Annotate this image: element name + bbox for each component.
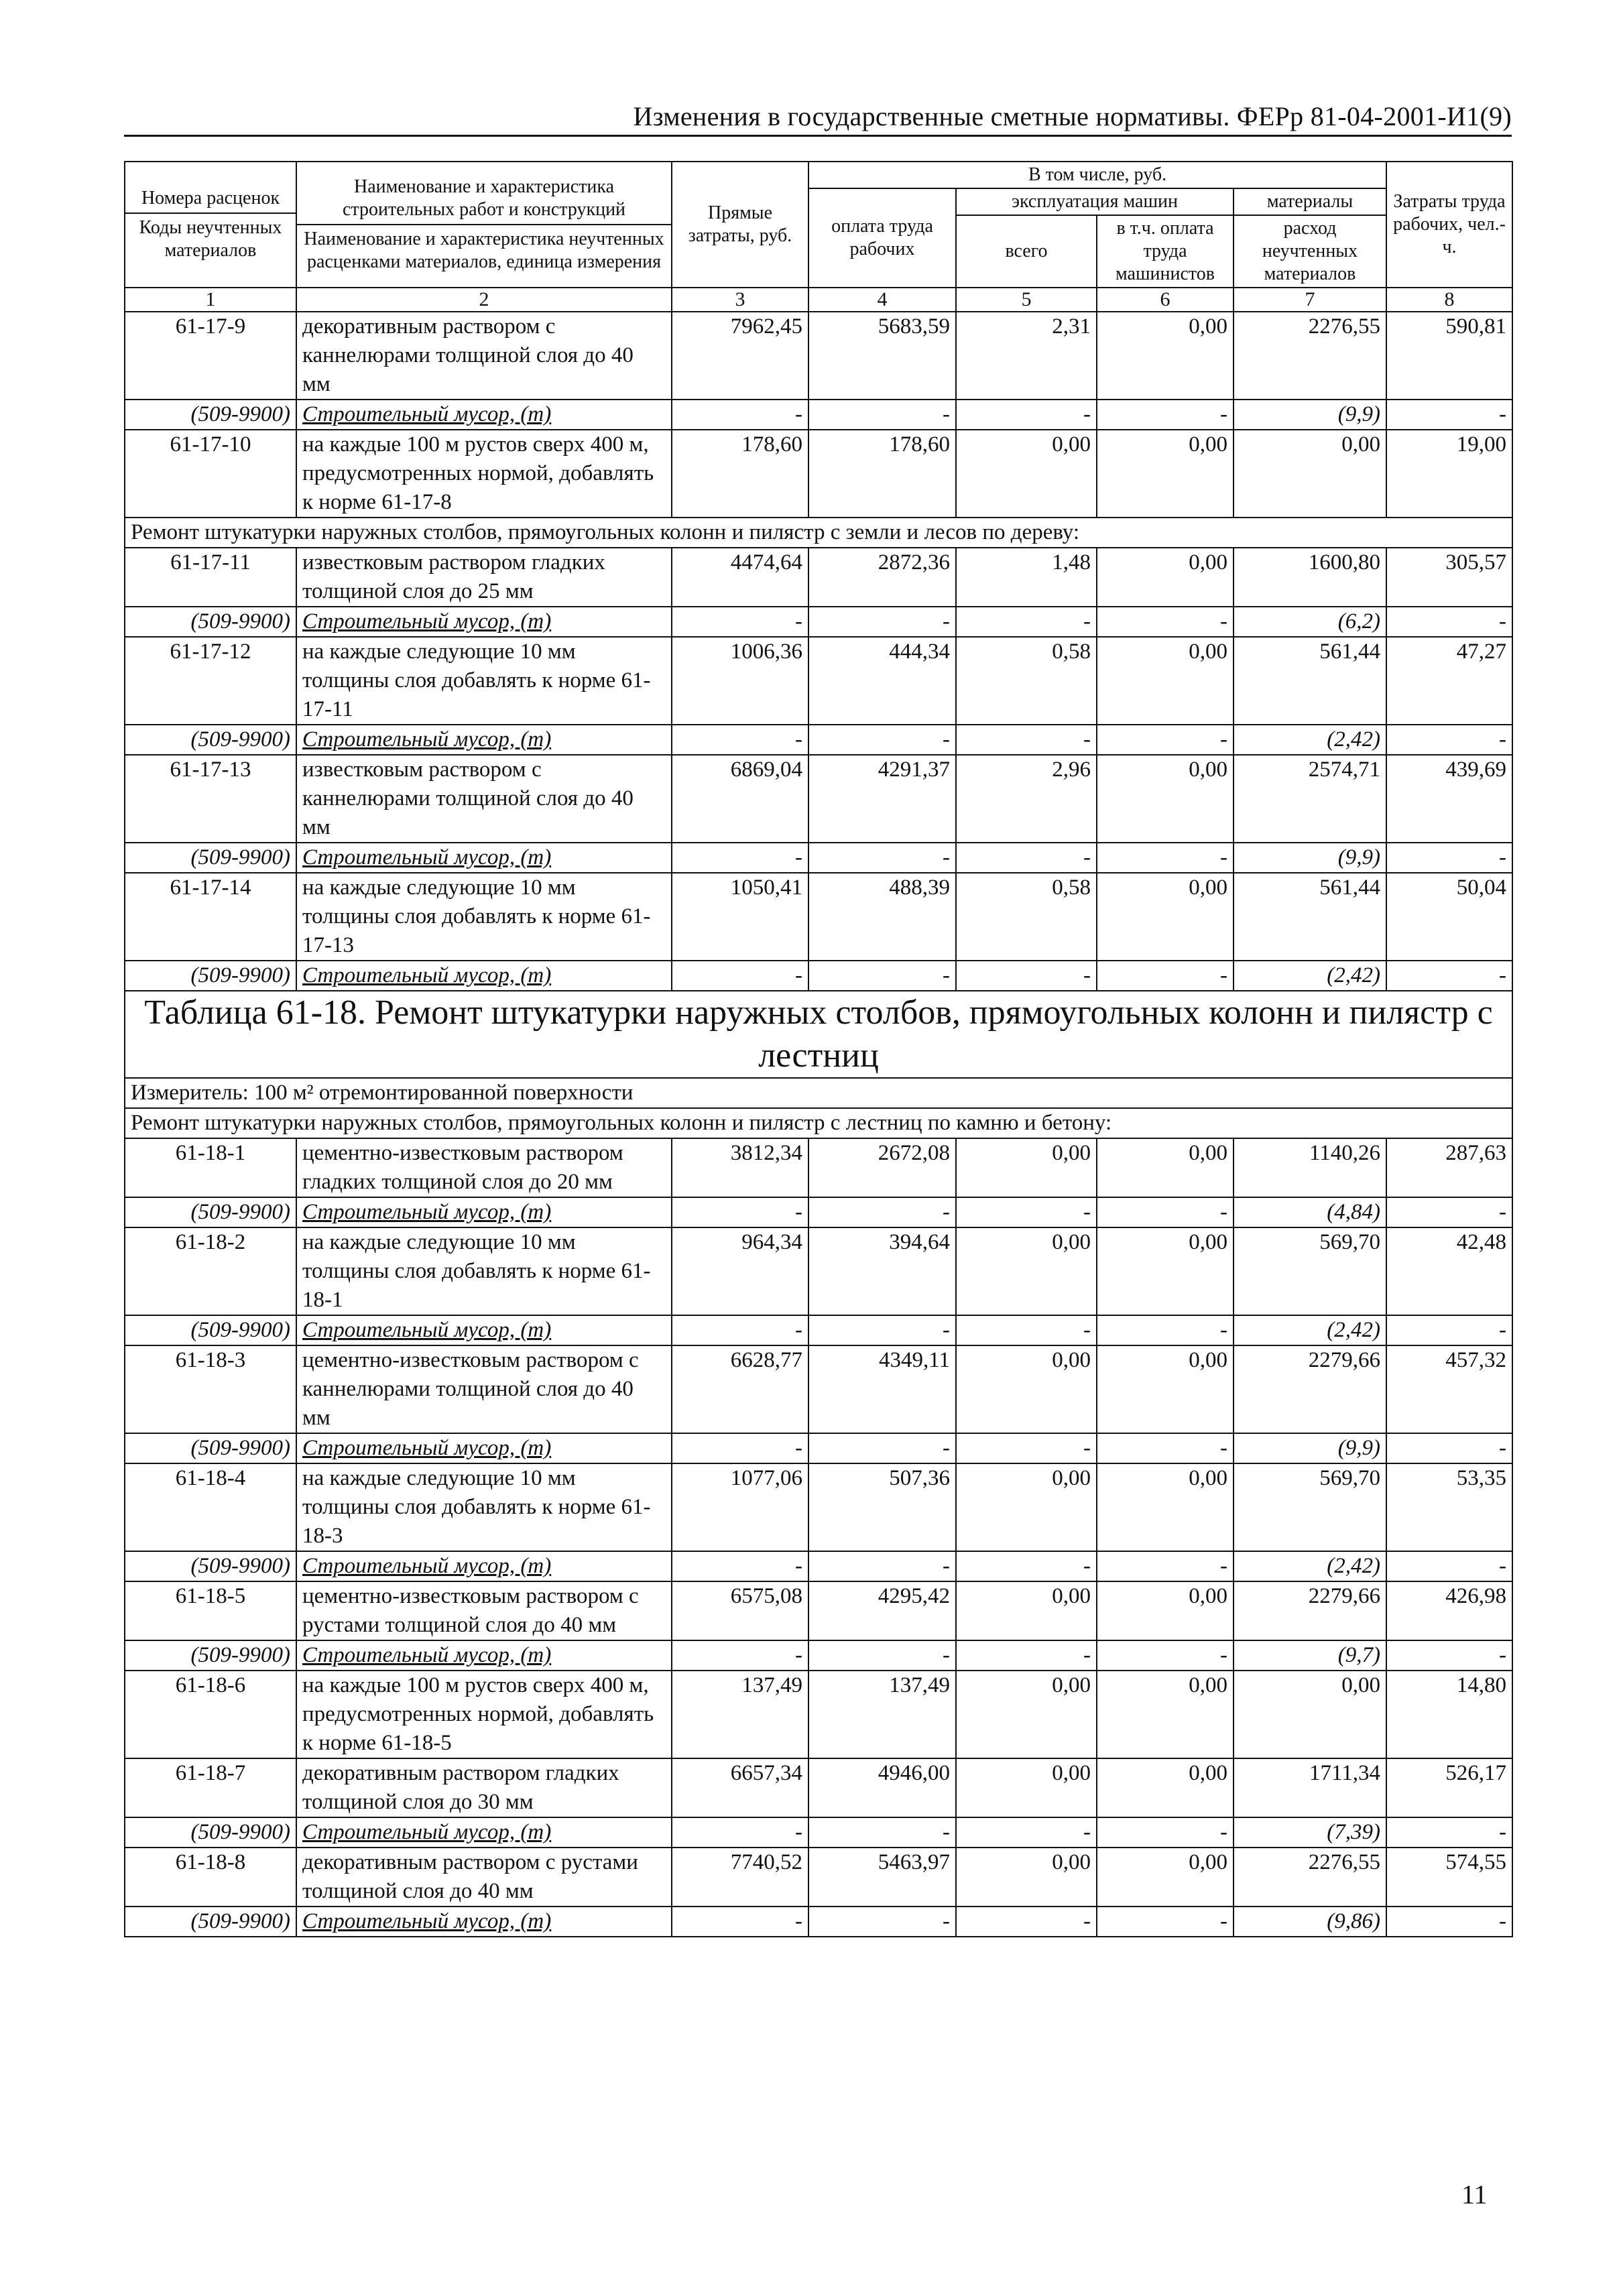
dash-cell: - xyxy=(1386,1315,1512,1345)
labor-hours: 305,57 xyxy=(1386,548,1512,607)
machines-labor-pay: 0,00 xyxy=(1097,548,1234,607)
block-2 xyxy=(125,548,1512,991)
table-row xyxy=(125,637,1512,725)
dash-cell: - xyxy=(956,1433,1097,1463)
dash-cell: - xyxy=(1097,1197,1234,1227)
machines-total: 0,00 xyxy=(956,1138,1097,1197)
dash-cell: - xyxy=(808,1640,956,1671)
material-row xyxy=(125,1315,1512,1345)
col-number: 7 xyxy=(1234,288,1386,312)
labor-hours: 14,80 xyxy=(1386,1671,1512,1758)
material-qty: (9,86) xyxy=(1234,1907,1386,1937)
materials-cost: 561,44 xyxy=(1234,637,1386,725)
table-row xyxy=(125,430,1512,518)
dash-cell: - xyxy=(956,843,1097,873)
table-row xyxy=(125,312,1512,400)
direct-cost: 6628,77 xyxy=(672,1345,808,1433)
rate-code: 61-18-1 xyxy=(125,1138,296,1197)
dash-cell: - xyxy=(1097,725,1234,755)
dash-cell: - xyxy=(1386,400,1512,430)
labor-hours: 19,00 xyxy=(1386,430,1512,518)
work-name: на каждые следующие 10 мм толщины слоя добавлять к норме 61-17-11 xyxy=(296,637,672,725)
material-name: Строительный мусор, (т) xyxy=(296,1197,672,1227)
material-row xyxy=(125,843,1512,873)
table-row xyxy=(125,1138,1512,1197)
rate-code: 61-17-10 xyxy=(125,430,296,518)
materials-cost: 569,70 xyxy=(1234,1227,1386,1315)
materials-cost: 2279,66 xyxy=(1234,1345,1386,1433)
table-row xyxy=(125,1671,1512,1758)
dash-cell: - xyxy=(808,1551,956,1581)
col-number: 2 xyxy=(296,288,672,312)
dash-cell: - xyxy=(672,725,808,755)
dash-cell: - xyxy=(956,400,1097,430)
labor-hours: 47,27 xyxy=(1386,637,1512,725)
materials-cost: 2276,55 xyxy=(1234,1848,1386,1907)
dash-cell: - xyxy=(672,1433,808,1463)
rate-code: 61-17-9 xyxy=(125,312,296,400)
labor-hours: 287,63 xyxy=(1386,1138,1512,1197)
machines-labor-pay: 0,00 xyxy=(1097,873,1234,961)
material-name: Строительный мусор, (т) xyxy=(296,1907,672,1937)
machines-total: 0,00 xyxy=(956,1758,1097,1817)
machines-labor-pay: 0,00 xyxy=(1097,312,1234,400)
dash-cell: - xyxy=(1386,725,1512,755)
dash-cell: - xyxy=(1097,607,1234,637)
table-row xyxy=(125,1463,1512,1551)
col-labor-header: Затраты труда рабочих, чел.-ч. xyxy=(1386,162,1512,288)
table-title: Таблица 61-18. Ремонт штукатурки наружных столбов, прямоугольных колонн и пилястр с лестниц xyxy=(125,991,1512,1078)
dash-cell: - xyxy=(1097,1640,1234,1671)
direct-cost: 178,60 xyxy=(672,430,808,518)
col-number: 3 xyxy=(672,288,808,312)
material-name: Строительный мусор, (т) xyxy=(296,1551,672,1581)
direct-cost: 4474,64 xyxy=(672,548,808,607)
dash-cell: - xyxy=(672,1197,808,1227)
materials-cost: 2276,55 xyxy=(1234,312,1386,400)
material-qty: (2,42) xyxy=(1234,961,1386,991)
materials-cost: 1711,34 xyxy=(1234,1758,1386,1817)
direct-cost: 6869,04 xyxy=(672,755,808,843)
dash-cell: - xyxy=(808,1817,956,1848)
table-row xyxy=(125,1345,1512,1433)
col-machines-total-header: всего xyxy=(956,215,1097,288)
material-code: (509-9900) xyxy=(125,1907,296,1937)
block-3 xyxy=(125,1138,1512,1937)
material-name: Строительный мусор, (т) xyxy=(296,1433,672,1463)
machines-total: 0,00 xyxy=(956,1345,1097,1433)
dash-cell: - xyxy=(956,961,1097,991)
dash-cell: - xyxy=(1097,843,1234,873)
labor-hours: 574,55 xyxy=(1386,1848,1512,1907)
dash-cell: - xyxy=(1386,1640,1512,1671)
col-materials-header: материалы xyxy=(1234,188,1386,215)
material-name: Строительный мусор, (т) xyxy=(296,843,672,873)
labor-pay: 488,39 xyxy=(808,873,956,961)
machines-labor-pay: 0,00 xyxy=(1097,1345,1234,1433)
work-name: декоративным раствором с рустами толщиной слоя до 40 мм xyxy=(296,1848,672,1907)
material-code: (509-9900) xyxy=(125,1315,296,1345)
dash-cell: - xyxy=(672,961,808,991)
direct-cost: 1006,36 xyxy=(672,637,808,725)
direct-cost: 7962,45 xyxy=(672,312,808,400)
dash-cell: - xyxy=(808,1315,956,1345)
dash-cell: - xyxy=(672,1315,808,1345)
direct-cost: 1050,41 xyxy=(672,873,808,961)
rate-code: 61-18-3 xyxy=(125,1345,296,1433)
material-code: (509-9900) xyxy=(125,843,296,873)
materials-cost: 569,70 xyxy=(1234,1463,1386,1551)
dash-cell: - xyxy=(672,1817,808,1848)
dash-cell: - xyxy=(956,725,1097,755)
col-number: 4 xyxy=(808,288,956,312)
table-row xyxy=(125,1227,1512,1315)
machines-labor-pay: 0,00 xyxy=(1097,755,1234,843)
labor-pay: 444,34 xyxy=(808,637,956,725)
machines-total: 0,00 xyxy=(956,1848,1097,1907)
col-number: 8 xyxy=(1386,288,1512,312)
col-materials-sub-header: расход неучтенных материалов xyxy=(1234,215,1386,288)
material-row xyxy=(125,1640,1512,1671)
dash-cell: - xyxy=(1386,1197,1512,1227)
dash-cell: - xyxy=(808,1433,956,1463)
machines-labor-pay: 0,00 xyxy=(1097,1227,1234,1315)
material-code: (509-9900) xyxy=(125,1197,296,1227)
materials-cost: 2279,66 xyxy=(1234,1581,1386,1640)
material-name: Строительный мусор, (т) xyxy=(296,1817,672,1848)
labor-pay: 4295,42 xyxy=(808,1581,956,1640)
dash-cell: - xyxy=(672,1551,808,1581)
dash-cell: - xyxy=(808,1907,956,1937)
dash-cell: - xyxy=(1386,1433,1512,1463)
material-row xyxy=(125,1551,1512,1581)
table-row xyxy=(125,1581,1512,1640)
materials-cost: 1600,80 xyxy=(1234,548,1386,607)
rate-code: 61-17-12 xyxy=(125,637,296,725)
rate-code: 61-18-5 xyxy=(125,1581,296,1640)
machines-total: 0,00 xyxy=(956,1227,1097,1315)
table-head xyxy=(125,162,1512,312)
page-header: Изменения в государственные сметные нормативы. ФЕРр 81-04-2001-И1(9) xyxy=(124,101,1512,137)
dash-cell: - xyxy=(1386,1817,1512,1848)
dash-cell: - xyxy=(808,961,956,991)
material-row xyxy=(125,1817,1512,1848)
machines-total: 2,31 xyxy=(956,312,1097,400)
direct-cost: 6575,08 xyxy=(672,1581,808,1640)
section-title: Ремонт штукатурки наружных столбов, прямоугольных колонн и пилястр с земли и лесов по дереву: xyxy=(125,518,1512,548)
labor-pay: 4291,37 xyxy=(808,755,956,843)
machines-labor-pay: 0,00 xyxy=(1097,1848,1234,1907)
machines-total: 2,96 xyxy=(956,755,1097,843)
material-qty: (2,42) xyxy=(1234,1551,1386,1581)
dash-cell: - xyxy=(808,607,956,637)
col-direct-header: Прямые затраты, руб. xyxy=(672,162,808,288)
dash-cell: - xyxy=(956,1640,1097,1671)
dash-cell: - xyxy=(956,1197,1097,1227)
material-qty: (9,9) xyxy=(1234,1433,1386,1463)
labor-pay: 4349,11 xyxy=(808,1345,956,1433)
machines-labor-pay: 0,00 xyxy=(1097,1671,1234,1758)
material-name: Строительный мусор, (т) xyxy=(296,607,672,637)
material-code: (509-9900) xyxy=(125,1640,296,1671)
labor-hours: 457,32 xyxy=(1386,1345,1512,1433)
machines-total: 0,00 xyxy=(956,1581,1097,1640)
dash-cell: - xyxy=(672,607,808,637)
material-row xyxy=(125,725,1512,755)
machines-labor-pay: 0,00 xyxy=(1097,1758,1234,1817)
machines-labor-pay: 0,00 xyxy=(1097,1138,1234,1197)
work-name: цементно-известковым раствором с каннелюрами толщиной слоя до 40 мм xyxy=(296,1345,672,1433)
dash-cell: - xyxy=(808,725,956,755)
materials-cost: 0,00 xyxy=(1234,430,1386,518)
col-number: 1 xyxy=(125,288,296,312)
dash-cell: - xyxy=(1386,1551,1512,1581)
column-numbers-row xyxy=(125,288,1512,312)
material-code: (509-9900) xyxy=(125,607,296,637)
material-code: (509-9900) xyxy=(125,725,296,755)
labor-pay: 5683,59 xyxy=(808,312,956,400)
material-name: Строительный мусор, (т) xyxy=(296,725,672,755)
dash-cell: - xyxy=(1097,1315,1234,1345)
material-qty: (7,39) xyxy=(1234,1817,1386,1848)
machines-total: 0,00 xyxy=(956,1463,1097,1551)
material-qty: (9,9) xyxy=(1234,400,1386,430)
material-row xyxy=(125,961,1512,991)
material-name: Строительный мусор, (т) xyxy=(296,1640,672,1671)
col-number: 5 xyxy=(956,288,1097,312)
col-machines-incl-header: в т.ч. оплата труда машинистов xyxy=(1097,215,1234,288)
col-labor-pay-header: оплата труда рабочих xyxy=(808,188,956,288)
table-row xyxy=(125,1848,1512,1907)
dash-cell: - xyxy=(672,1907,808,1937)
dash-cell: - xyxy=(1097,400,1234,430)
machines-total: 1,48 xyxy=(956,548,1097,607)
labor-hours: 50,04 xyxy=(1386,873,1512,961)
materials-cost: 561,44 xyxy=(1234,873,1386,961)
material-name: Строительный мусор, (т) xyxy=(296,961,672,991)
material-qty: (4,84) xyxy=(1234,1197,1386,1227)
labor-hours: 42,48 xyxy=(1386,1227,1512,1315)
rates-table xyxy=(124,161,1513,1937)
dash-cell: - xyxy=(1097,1433,1234,1463)
material-row xyxy=(125,607,1512,637)
labor-pay: 178,60 xyxy=(808,430,956,518)
page-number: 11 xyxy=(1461,2179,1488,2210)
material-code: (509-9900) xyxy=(125,1817,296,1848)
direct-cost: 137,49 xyxy=(672,1671,808,1758)
work-name: декоративным раствором гладких толщиной слоя до 30 мм xyxy=(296,1758,672,1817)
rate-code: 61-17-11 xyxy=(125,548,296,607)
machines-total: 0,58 xyxy=(956,637,1097,725)
material-qty: (9,9) xyxy=(1234,843,1386,873)
dash-cell: - xyxy=(956,1551,1097,1581)
dash-cell: - xyxy=(1386,607,1512,637)
dash-cell: - xyxy=(956,607,1097,637)
dash-cell: - xyxy=(672,843,808,873)
section-title: Ремонт штукатурки наружных столбов, прямоугольных колонн и пилястр с лестниц по камню и бетону: xyxy=(125,1108,1512,1138)
dash-cell: - xyxy=(1097,1817,1234,1848)
dash-cell: - xyxy=(1097,961,1234,991)
labor-pay: 507,36 xyxy=(808,1463,956,1551)
work-name: на каждые следующие 10 мм толщины слоя добавлять к норме 61-18-3 xyxy=(296,1463,672,1551)
labor-hours: 53,35 xyxy=(1386,1463,1512,1551)
meter-text: Измеритель: 100 м² отремонтированной поверхности xyxy=(125,1078,1512,1108)
work-name: декоративным раствором с каннелюрами толщиной слоя до 40 мм xyxy=(296,312,672,400)
rate-code: 61-18-6 xyxy=(125,1671,296,1758)
block-1 xyxy=(125,312,1512,518)
labor-hours: 526,17 xyxy=(1386,1758,1512,1817)
material-row xyxy=(125,1197,1512,1227)
dash-cell: - xyxy=(1386,1907,1512,1937)
machines-total: 0,00 xyxy=(956,430,1097,518)
work-name: на каждые 100 м рустов сверх 400 м, предусмотренных нормой, добавлять к норме 61-18-5 xyxy=(296,1671,672,1758)
labor-pay: 4946,00 xyxy=(808,1758,956,1817)
materials-cost: 1140,26 xyxy=(1234,1138,1386,1197)
direct-cost: 6657,34 xyxy=(672,1758,808,1817)
rate-code: 61-18-7 xyxy=(125,1758,296,1817)
work-name: на каждые 100 м рустов сверх 400 м, предусмотренных нормой, добавлять к норме 61-17-8 xyxy=(296,430,672,518)
material-code: (509-9900) xyxy=(125,400,296,430)
material-name: Строительный мусор, (т) xyxy=(296,400,672,430)
material-row xyxy=(125,1433,1512,1463)
material-code: (509-9900) xyxy=(125,961,296,991)
col-number: 6 xyxy=(1097,288,1234,312)
dash-cell: - xyxy=(808,843,956,873)
dash-cell: - xyxy=(1097,1907,1234,1937)
machines-labor-pay: 0,00 xyxy=(1097,1581,1234,1640)
table-row xyxy=(125,548,1512,607)
dash-cell: - xyxy=(808,400,956,430)
material-row xyxy=(125,400,1512,430)
machines-labor-pay: 0,00 xyxy=(1097,637,1234,725)
dash-cell: - xyxy=(672,400,808,430)
rate-code: 61-17-13 xyxy=(125,755,296,843)
machines-labor-pay: 0,00 xyxy=(1097,1463,1234,1551)
labor-pay: 394,64 xyxy=(808,1227,956,1315)
material-qty: (2,42) xyxy=(1234,725,1386,755)
rate-code: 61-17-14 xyxy=(125,873,296,961)
direct-cost: 3812,34 xyxy=(672,1138,808,1197)
machines-total: 0,00 xyxy=(956,1671,1097,1758)
col-including-header: В том числе, руб. xyxy=(808,162,1386,188)
dash-cell: - xyxy=(1386,843,1512,873)
work-name: цементно-известковым раствором с рустами толщиной слоя до 40 мм xyxy=(296,1581,672,1640)
labor-pay: 2672,08 xyxy=(808,1138,956,1197)
table-row xyxy=(125,1758,1512,1817)
work-name: на каждые следующие 10 мм толщины слоя добавлять к норме 61-17-13 xyxy=(296,873,672,961)
machines-total: 0,58 xyxy=(956,873,1097,961)
materials-cost: 0,00 xyxy=(1234,1671,1386,1758)
direct-cost: 964,34 xyxy=(672,1227,808,1315)
material-qty: (2,42) xyxy=(1234,1315,1386,1345)
dash-cell: - xyxy=(956,1315,1097,1345)
dash-cell: - xyxy=(956,1907,1097,1937)
table-row xyxy=(125,873,1512,961)
work-name: известковым раствором с каннелюрами толщиной слоя до 40 мм xyxy=(296,755,672,843)
labor-pay: 2872,36 xyxy=(808,548,956,607)
dash-cell: - xyxy=(956,1817,1097,1848)
material-code: (509-9900) xyxy=(125,1433,296,1463)
material-name: Строительный мусор, (т) xyxy=(296,1315,672,1345)
direct-cost: 1077,06 xyxy=(672,1463,808,1551)
labor-pay: 5463,97 xyxy=(808,1848,956,1907)
materials-cost: 2574,71 xyxy=(1234,755,1386,843)
table-row xyxy=(125,755,1512,843)
direct-cost: 7740,52 xyxy=(672,1848,808,1907)
labor-hours: 426,98 xyxy=(1386,1581,1512,1640)
machines-labor-pay: 0,00 xyxy=(1097,430,1234,518)
labor-hours: 590,81 xyxy=(1386,312,1512,400)
col-machines-header: эксплуатация машин xyxy=(956,188,1234,215)
dash-cell: - xyxy=(1097,1551,1234,1581)
work-name: известковым раствором гладких толщиной слоя до 25 мм xyxy=(296,548,672,607)
rate-code: 61-18-8 xyxy=(125,1848,296,1907)
col-name-header: Наименование и характеристика строительных работ и конструкций Наименование и характеристика неучтенных расценками материалов, единица измерения xyxy=(296,162,672,288)
material-code: (509-9900) xyxy=(125,1551,296,1581)
material-qty: (6,2) xyxy=(1234,607,1386,637)
rate-code: 61-18-2 xyxy=(125,1227,296,1315)
dash-cell: - xyxy=(808,1197,956,1227)
work-name: на каждые следующие 10 мм толщины слоя добавлять к норме 61-18-1 xyxy=(296,1227,672,1315)
material-row xyxy=(125,1907,1512,1937)
dash-cell: - xyxy=(1386,961,1512,991)
section-1 xyxy=(125,518,1512,548)
table-title-block xyxy=(125,991,1512,1138)
labor-pay: 137,49 xyxy=(808,1671,956,1758)
labor-hours: 439,69 xyxy=(1386,755,1512,843)
material-qty: (9,7) xyxy=(1234,1640,1386,1671)
rate-code: 61-18-4 xyxy=(125,1463,296,1551)
col-code-header: Номера расценок Коды неучтенных материалов xyxy=(125,162,296,288)
dash-cell: - xyxy=(672,1640,808,1671)
work-name: цементно-известковым раствором гладких толщиной слоя до 20 мм xyxy=(296,1138,672,1197)
